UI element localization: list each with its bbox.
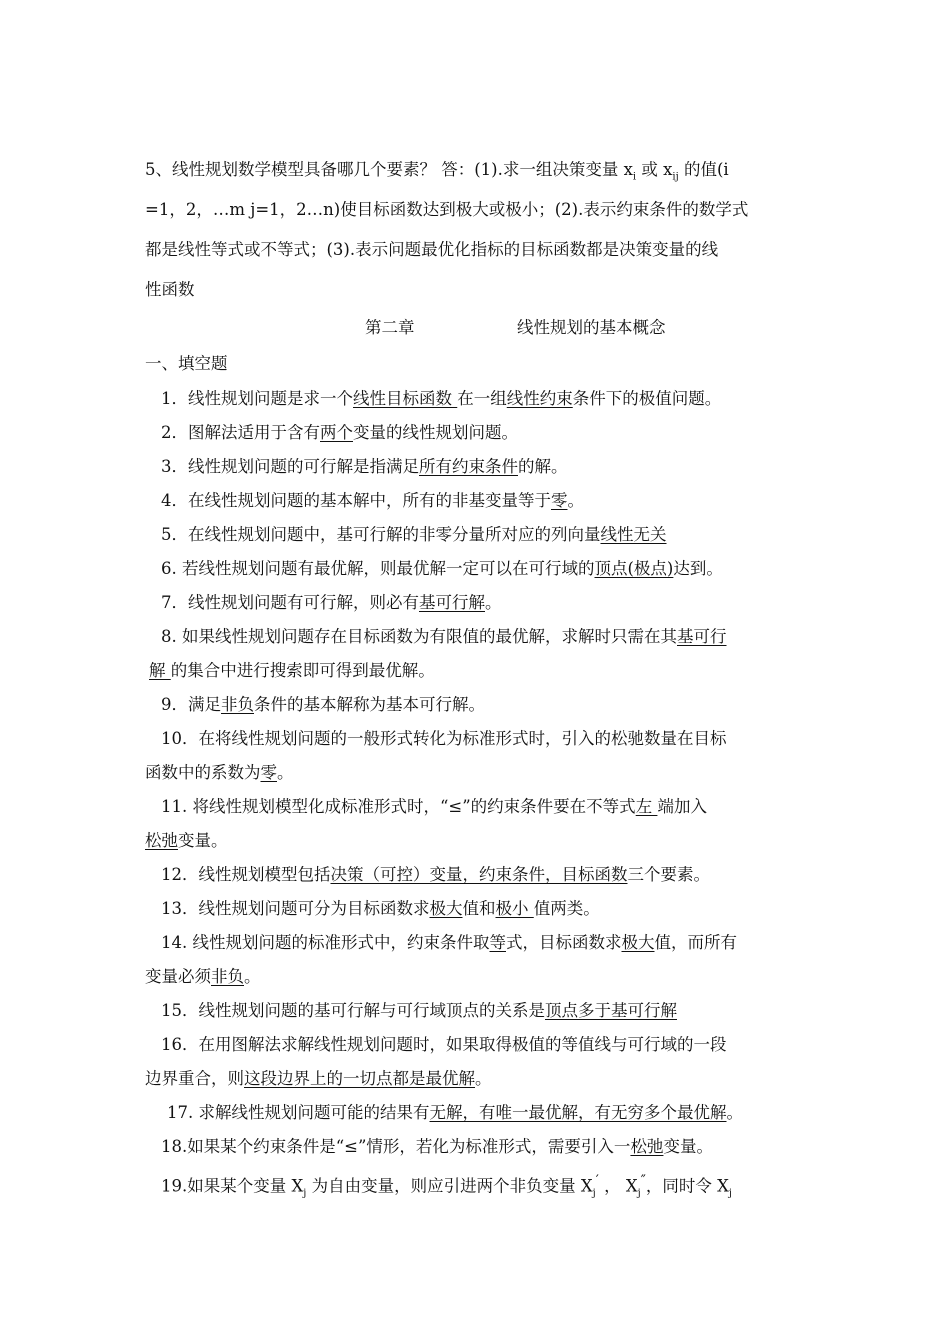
list-item: 1．线性规划问题是求一个线性目标函数 在一组线性约束条件下的极值问题。 xyxy=(161,389,722,408)
list-item: 12．线性规划模型包括决策（可控）变量，约束条件，目标函数三个要素。 xyxy=(161,865,710,884)
q5-line-2: =1，2，…m j=1，2…n)使目标函数达到极大或极小；(2).表示约束条件的数学式 xyxy=(145,200,749,219)
list-item: 4．在线性规划问题的基本解中，所有的非基变量等于零。 xyxy=(161,491,584,510)
list-item: 边界重合，则这段边界上的一切点都是最优解。 xyxy=(145,1069,492,1088)
list-item: 18.如果某个约束条件是“≤”情形，若化为标准形式，需要引入一松弛变量。 xyxy=(161,1137,713,1156)
chapter-number: 第二章 xyxy=(365,318,415,337)
list-item: 8. 如果线性规划问题存在目标函数为有限值的最优解，求解时只需在其基可行 xyxy=(161,627,727,646)
list-item: 松弛变量。 xyxy=(145,831,228,850)
list-item: 7．线性规划问题有可行解，则必有基可行解。 xyxy=(161,593,502,612)
q5-line-3: 都是线性等式或不等式；(3).表示问题最优化指标的目标函数都是决策变量的线 xyxy=(145,240,719,259)
list-item: 5．在线性规划问题中，基可行解的非零分量所对应的列向量线性无关 xyxy=(161,525,667,544)
q5-line-1: 5、线性规划数学模型具备哪几个要素？ 答：(1).求一组决策变量 $x_i$ 或 $x_{ij}$ 的值(i xyxy=(145,160,729,183)
question-5 xyxy=(145,150,810,310)
list-item: 16．在用图解法求解线性规划问题时，如果取得极值的等值线与可行域的一段 xyxy=(161,1035,727,1054)
list-item: 6. 若线性规划问题有最优解，则最优解一定可以在可行域的顶点(极点)达到。 xyxy=(161,559,723,578)
list-item: 13．线性规划问题可分为目标函数求极大值和极小 值两类。 xyxy=(161,899,600,918)
list-item: 函数中的系数为零。 xyxy=(145,763,294,782)
q5-line-4: 性函数 xyxy=(145,280,195,299)
list-item: 变量必须非负。 xyxy=(145,967,261,986)
list-item: 11. 将线性规划模型化成标准形式时，“≤”的约束条件要在不等式左 端加入 xyxy=(161,797,707,816)
list-item: 解 的集合中进行搜索即可得到最优解。 xyxy=(149,661,435,680)
section-heading: 一、填空题 xyxy=(145,354,228,373)
list-item: 17. 求解线性规划问题可能的结果有无解，有唯一最优解，有无穷多个最优解。 xyxy=(167,1103,743,1122)
list-item: 14. 线性规划问题的标准形式中，约束条件取等式，目标函数求极大值，而所有 xyxy=(161,933,737,952)
document-content xyxy=(145,150,810,1198)
list-item: 3．线性规划问题的可行解是指满足所有约束条件的解。 xyxy=(161,457,568,476)
fill-in-list xyxy=(145,382,810,1198)
list-item: 9．满足非负条件的基本解称为基本可行解。 xyxy=(161,695,485,714)
list-item: 10．在将线性规划问题的一般形式转化为标准形式时，引入的松驰数量在目标 xyxy=(161,729,727,748)
chapter-heading xyxy=(145,310,810,346)
list-item: 19.如果某个变量 $X_j$ 为自由变量，则应引进两个非负变量 $X_j'$ ， $X_j''$，同时令 $X_j$ xyxy=(161,1173,732,1198)
chapter-title: 线性规划的基本概念 xyxy=(517,318,666,337)
list-item: 15．线性规划问题的基可行解与可行域顶点的关系是顶点多于基可行解 xyxy=(161,1001,677,1020)
list-item: 2．图解法适用于含有两个变量的线性规划问题。 xyxy=(161,423,518,442)
